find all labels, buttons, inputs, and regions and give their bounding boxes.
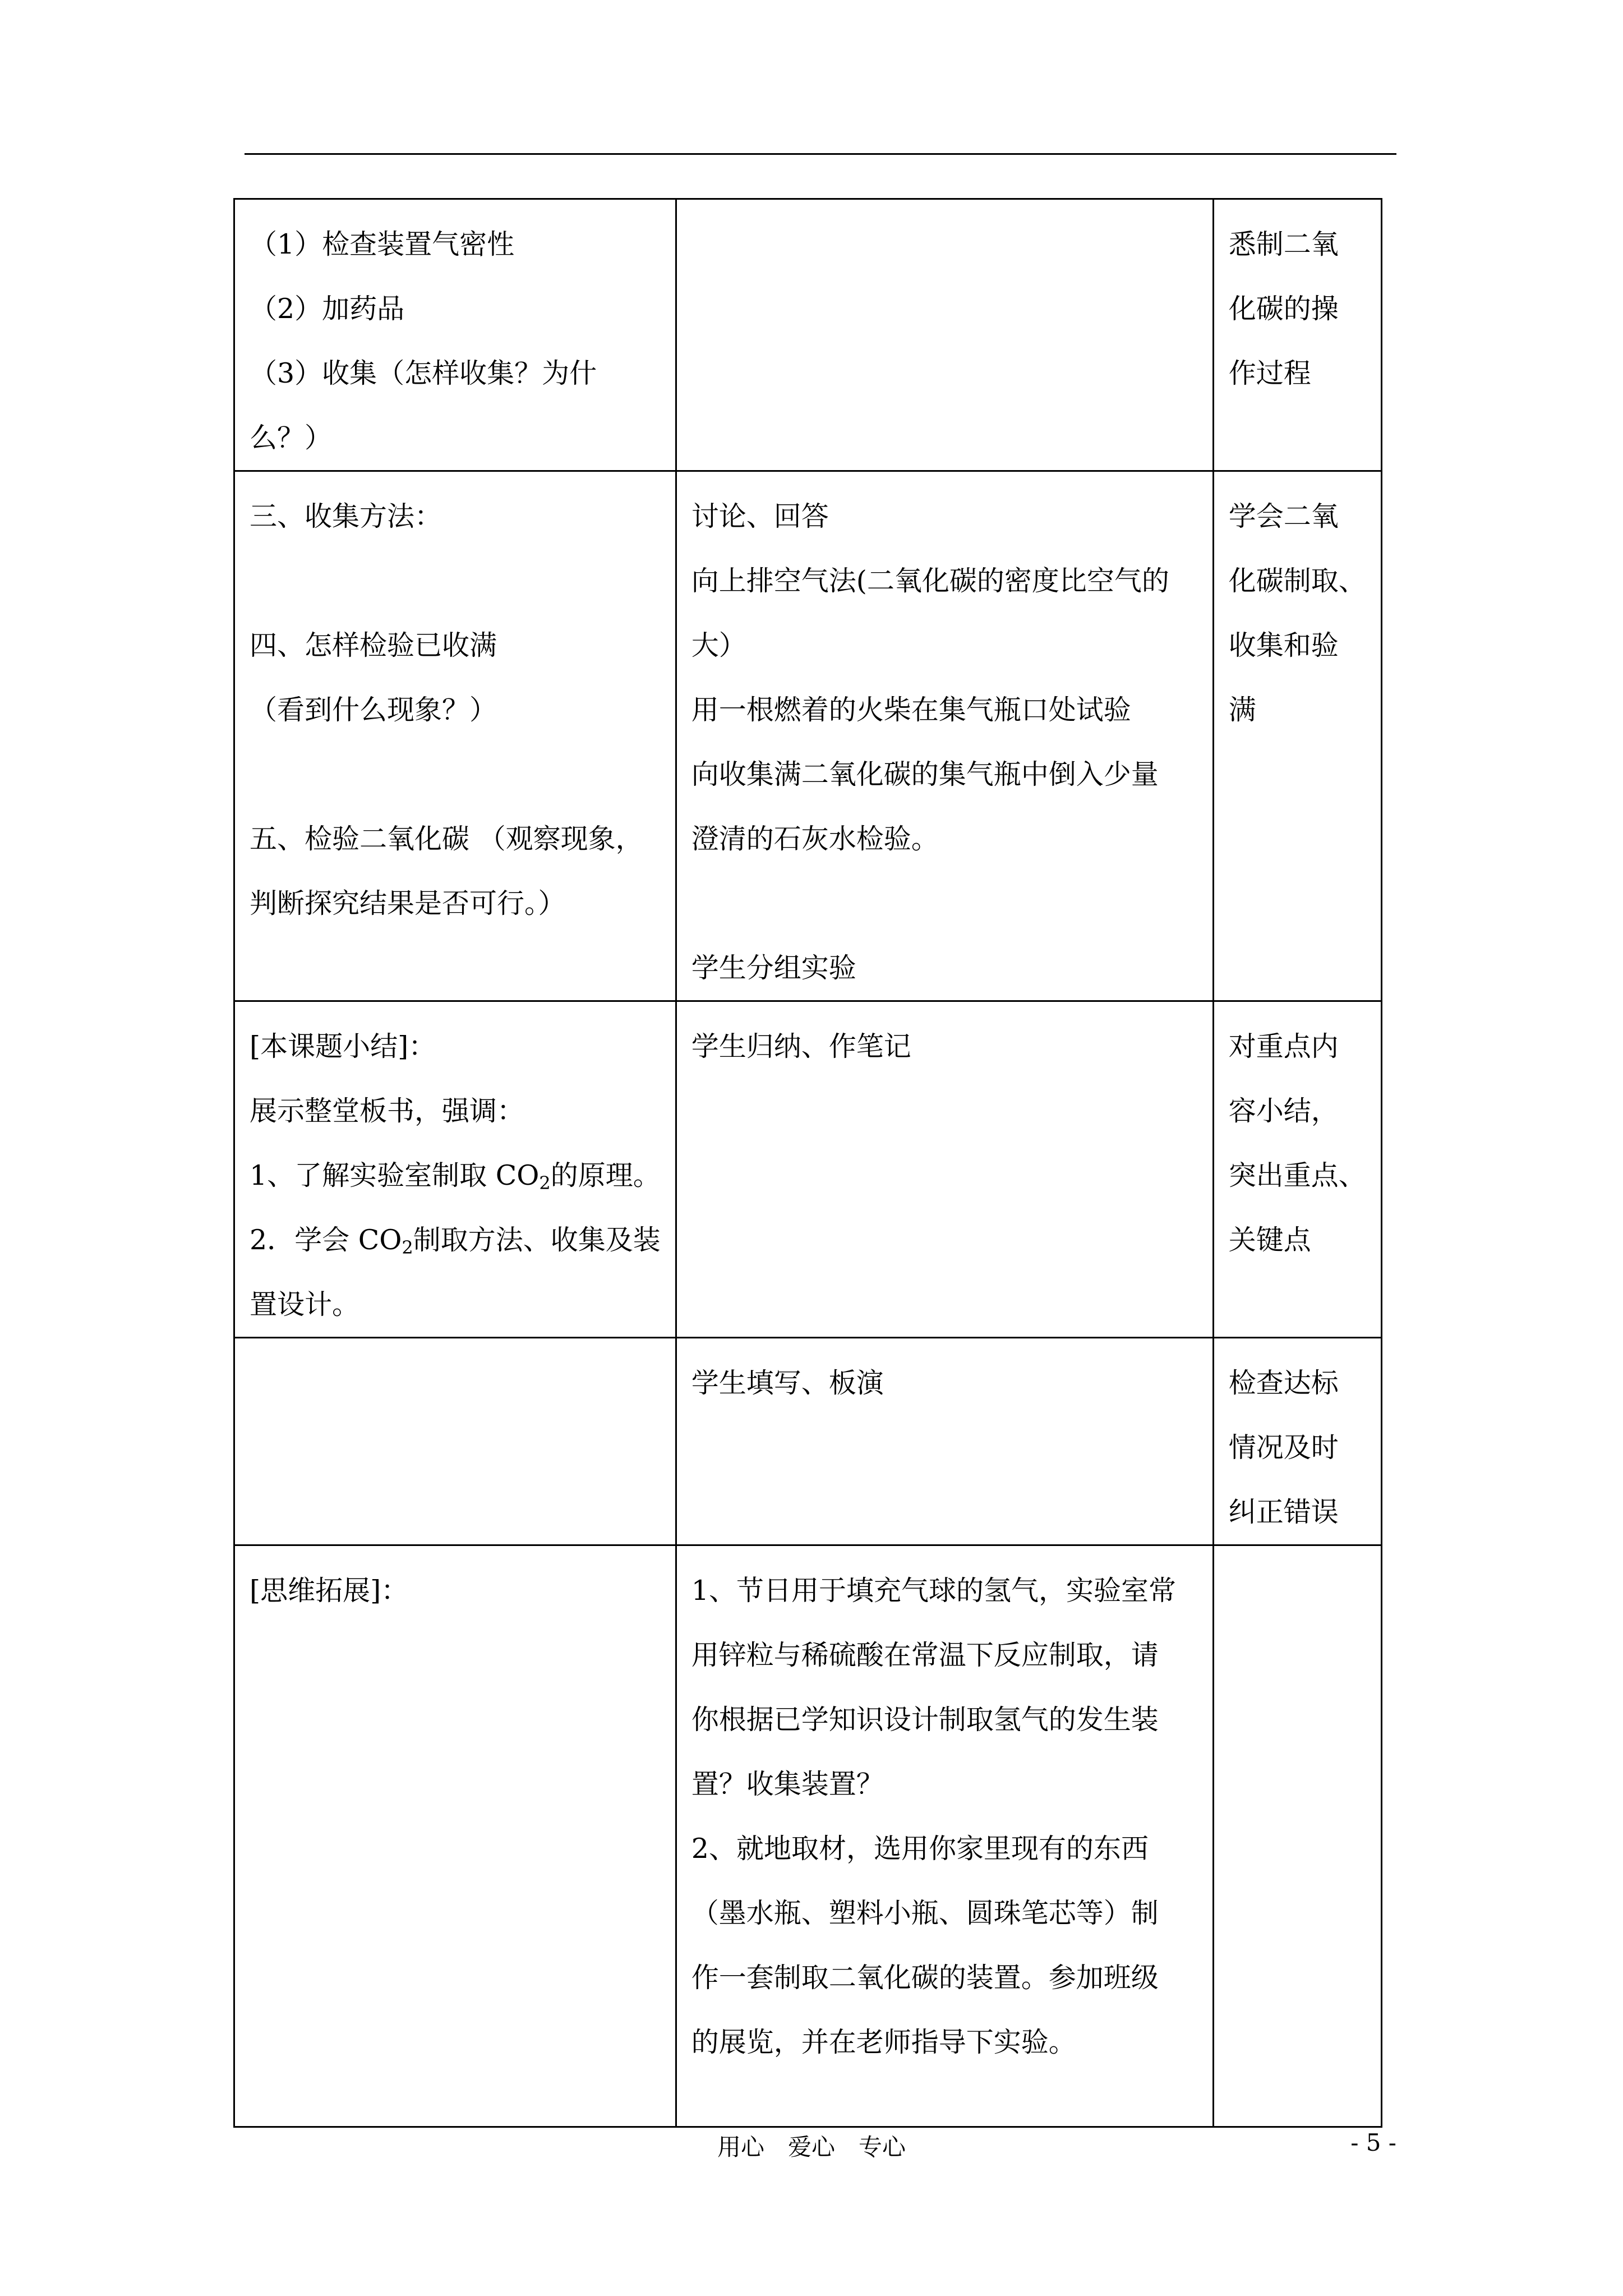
page-number: - 5 - [1350,2129,1396,2156]
table-cell [676,1545,1213,2127]
header-rule [245,153,1396,155]
cell-line: 三、收集方法： [250,500,442,532]
cell-line: 情况及时 [1228,1432,1339,1464]
cell-line: （1）检查装置气密性 [250,228,515,260]
cell-line: 四、怎样检验已收满 [250,629,497,661]
table-row [234,471,1382,1001]
cell-line: 容小结， [1228,1095,1339,1127]
cell-line: 用一根燃着的火柴在集气瓶口处试验 [691,694,1131,726]
cell-line: [本课题小结]： [250,1030,436,1062]
cell-line: 2、就地取材，选用你家里现有的东西 [691,1833,1149,1865]
cell-line: 澄清的石灰水检验。 [691,823,939,855]
cell-line: 学会二氧 [1228,500,1339,532]
blank-line [250,549,661,613]
table-cell [676,199,1213,471]
cell-line: 学生填写、板演 [691,1367,884,1399]
cell-line: （3）收集（怎样收集？为什 [250,357,597,389]
cell-line: 悉制二氧 [1228,228,1339,260]
cell-text: 2．学会 CO [250,1224,402,1256]
footer-motto: 用心 爱心 专心 [717,2133,906,2161]
cell-line: 满 [1228,694,1256,726]
cell-line: 用锌粒与稀硫酸在常温下反应制取，请 [691,1639,1159,1671]
cell-text: 的原理。 [550,1159,661,1191]
table-cell [1213,199,1381,471]
cell-line: 学生归纳、作笔记 [691,1030,911,1062]
cell-line: 向上排空气法(二氧化碳的密度比空气的 [691,565,1169,597]
cell-line: 么？） [250,422,333,454]
cell-line: 突出重点、 [1228,1159,1366,1191]
cell-line: 化碳的操 [1228,293,1339,325]
cell-line: 判断探究结果是否可行。） [250,887,566,919]
cell-line [250,1143,661,1208]
cell-line: （看到什么现象？） [250,694,497,726]
table-cell [234,1338,676,1545]
subscript: 2 [539,1172,551,1194]
table-cell [1213,1001,1381,1338]
cell-text: 1、了解实验室制取 CO [250,1159,540,1191]
table-row [234,1545,1382,2127]
table-row [234,199,1382,471]
cell-line: 讨论、回答 [691,500,829,532]
cell-line: 大） [691,629,746,661]
table-cell [234,1001,676,1338]
table-cell [1213,1338,1381,1545]
table-cell [234,199,676,471]
cell-line: 展示整堂板书，强调： [250,1095,525,1127]
cell-line: 化碳制取、 [1228,565,1366,597]
cell-line: （墨水瓶、塑料小瓶、圆珠笔芯等）制 [691,1897,1159,1929]
cell-line: 关键点 [1228,1224,1311,1256]
subscript: 2 [402,1237,413,1258]
table-row [234,1338,1382,1545]
table-cell [234,471,676,1001]
cell-line: 置设计。 [250,1289,360,1320]
cell-line: 作过程 [1228,357,1311,389]
cell-line: 的展览，并在老师指导下实验。 [691,2026,1076,2058]
cell-line: 你根据已学知识设计制取氢气的发生装 [691,1704,1159,1736]
table-cell [676,471,1213,1001]
table-cell [1213,1545,1381,2127]
cell-line: 五、检验二氧化碳 （观察现象， [250,823,643,855]
cell-line: 纠正错误 [1228,1496,1339,1528]
table-row [234,1001,1382,1338]
table-cell [1213,471,1381,1001]
lesson-plan-table [233,198,1382,2128]
cell-line: 对重点内 [1228,1030,1339,1062]
table-cell [676,1001,1213,1338]
cell-line: （2）加药品 [250,293,405,325]
cell-line: 置？收集装置？ [691,1768,884,1800]
table-cell [676,1338,1213,1545]
cell-line: 1、节日用于填充气球的氢气，实验室常 [691,1575,1176,1607]
blank-line [250,742,661,807]
blank-line [691,871,1198,936]
cell-text: 制取方法、收集及装 [413,1224,661,1256]
cell-line: 检查达标 [1228,1367,1339,1399]
cell-line: [思维拓展]： [250,1575,409,1607]
cell-line: 向收集满二氧化碳的集气瓶中倒入少量 [691,758,1159,790]
cell-line [250,1208,661,1272]
cell-line: 收集和验 [1228,629,1339,661]
cell-line: 作一套制取二氧化碳的装置。参加班级 [691,1962,1159,1994]
table-cell [234,1545,676,2127]
cell-line: 学生分组实验 [691,952,856,984]
